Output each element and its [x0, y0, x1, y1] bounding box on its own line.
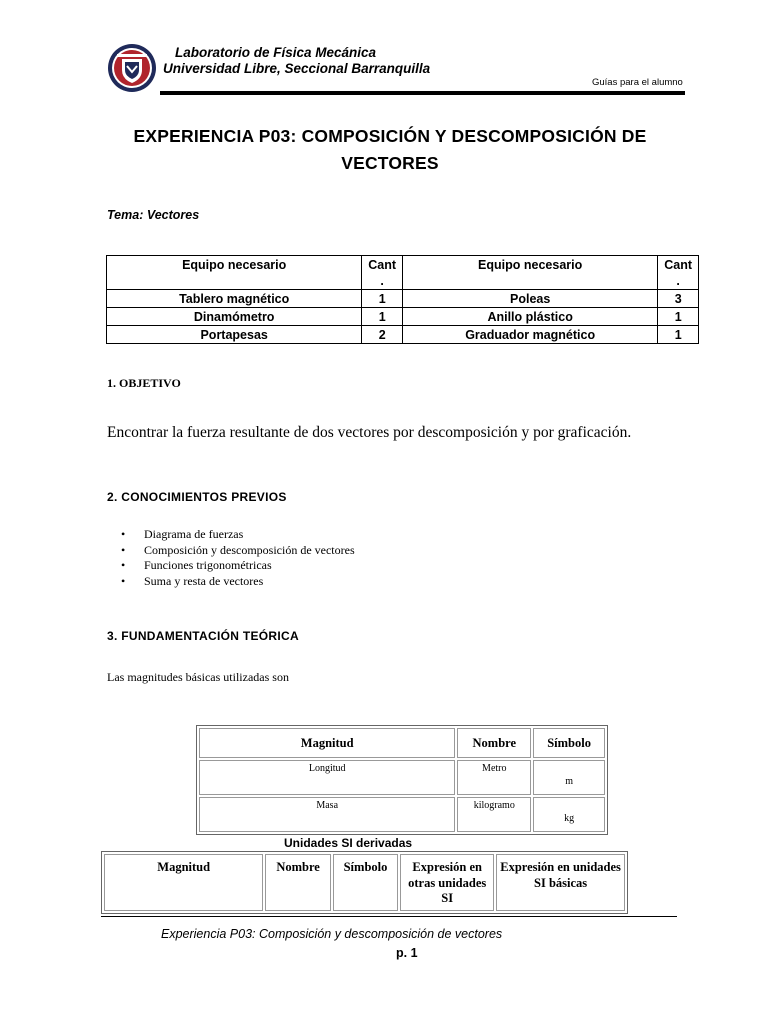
- equipment-header-cell: Equipo necesario: [402, 256, 657, 290]
- table-row: [107, 290, 699, 308]
- table-cell: [533, 797, 605, 832]
- header-cell: Nombre: [265, 854, 330, 911]
- footer-text: Experiencia P03: Composición y descomposición de vectores: [161, 927, 503, 941]
- table-cell: 1: [658, 326, 699, 344]
- header-cell: Expresión en otras unidades SI: [400, 854, 494, 911]
- table-cell: [533, 760, 605, 795]
- table-cell: 1: [362, 290, 403, 308]
- equipment-table: [106, 255, 699, 344]
- header-lab-name: Laboratorio de Física Mecánica: [175, 45, 377, 60]
- section-heading-theory: 3. FUNDAMENTACIÓN TEÓRICA: [107, 629, 299, 643]
- table-cell: Poleas: [402, 290, 657, 308]
- unit-symbol: kg: [564, 813, 575, 824]
- header-cell: Símbolo: [333, 854, 398, 911]
- table-cell: 2: [362, 326, 403, 344]
- header-cell: Magnitud: [199, 728, 455, 758]
- table-cell: 3: [658, 290, 699, 308]
- header-university-name: Universidad Libre, Seccional Barranquilla: [163, 61, 431, 76]
- table-cell: Tablero magnético: [107, 290, 362, 308]
- table-row: [107, 308, 699, 326]
- table-cell: Masa: [199, 797, 455, 832]
- quantity-header-cell: Cant .: [362, 256, 403, 290]
- prior-knowledge-list: [121, 527, 355, 590]
- list-item: • Diagrama de fuerzas: [121, 527, 355, 543]
- header-cell: Símbolo: [533, 728, 605, 758]
- table-cell: Anillo plástico: [402, 308, 657, 326]
- header-cell: Nombre: [457, 728, 531, 758]
- equipment-table-header: [107, 256, 699, 290]
- table-cell: 1: [658, 308, 699, 326]
- list-item: • Funciones trigonométricas: [121, 558, 355, 574]
- university-seal-icon: [107, 43, 157, 93]
- table-cell: 1: [362, 308, 403, 326]
- si-derived-units-table: [101, 851, 628, 914]
- table-cell: Metro: [457, 760, 531, 795]
- table-row: [199, 797, 605, 832]
- derived-units-caption: Unidades SI derivadas: [284, 836, 413, 850]
- si-derived-table-header: [104, 854, 625, 911]
- unit-symbol: m: [565, 776, 573, 787]
- table-cell: Longitud: [199, 760, 455, 795]
- header-cell: Expresión en unidades SI básicas: [496, 854, 625, 911]
- footer-rule: [101, 916, 677, 917]
- header-cell: Magnitud: [104, 854, 263, 911]
- equipment-header-cell: Equipo necesario: [107, 256, 362, 290]
- table-cell: Dinamómetro: [107, 308, 362, 326]
- topic-label: Tema: Vectores: [107, 208, 200, 222]
- section-heading-prior-knowledge: 2. CONOCIMIENTOS PREVIOS: [107, 490, 287, 504]
- table-cell: Graduador magnético: [402, 326, 657, 344]
- si-basic-table-header: [199, 728, 605, 758]
- objective-text: Encontrar la fuerza resultante de dos vectores por descomposición y por graficación.: [107, 424, 632, 441]
- list-item: • Composición y descomposición de vectores: [121, 543, 355, 559]
- header-guide-label: Guías para el alumno: [592, 77, 683, 88]
- page-title: EXPERIENCIA P03: COMPOSICIÓN Y DESCOMPOSICIÓN DE VECTORES: [133, 126, 647, 173]
- page-number: p. 1: [396, 946, 418, 960]
- table-row: [199, 760, 605, 795]
- si-basic-units-table: [196, 725, 608, 835]
- quantity-header-cell: Cant .: [658, 256, 699, 290]
- section-heading-objective: 1. OBJETIVO: [107, 376, 181, 390]
- list-item: • Suma y resta de vectores: [121, 574, 355, 590]
- table-cell: kilogramo: [457, 797, 531, 832]
- basic-magnitudes-intro: Las magnitudes básicas utilizadas son: [107, 670, 289, 684]
- table-cell: Portapesas: [107, 326, 362, 344]
- header-rule: [160, 91, 685, 95]
- table-row: [107, 326, 699, 344]
